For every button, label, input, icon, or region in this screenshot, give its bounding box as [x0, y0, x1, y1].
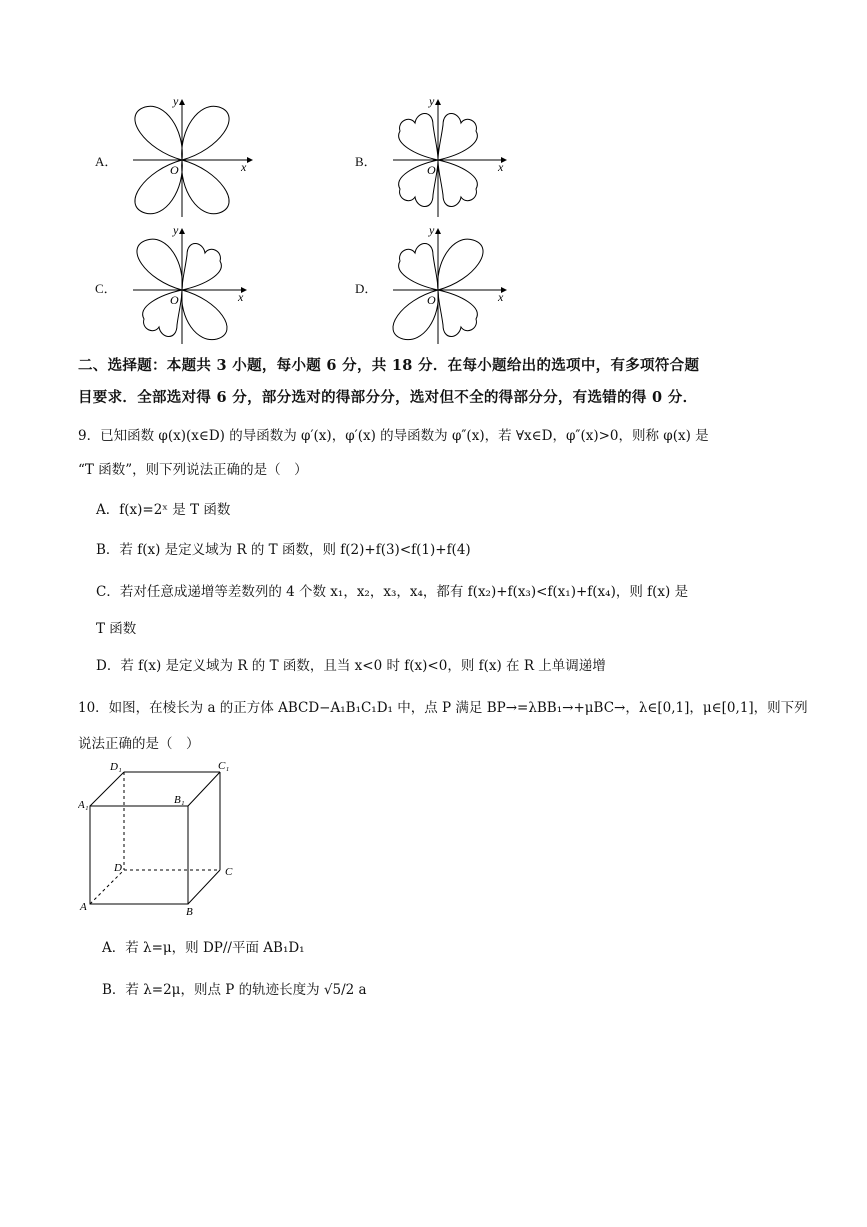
- option-C-graph: [95, 222, 265, 347]
- x-axis-label: x: [238, 290, 244, 304]
- origin-label: O: [427, 293, 436, 307]
- q9-option-C-line1: C．若对任意成递增等差数列的 4 个数 x₁，x₂，x₃，x₄，都有 f(x₂)+f(x₃)<f(x₁)+f(x₄)，则 f(x) 是: [96, 584, 689, 600]
- y-axis-label: y: [173, 95, 179, 108]
- cube-label-D1: D₁: [110, 761, 122, 773]
- y-axis-label: y: [429, 95, 435, 108]
- option-A-label: A．: [95, 154, 118, 169]
- option-D-label: D．: [355, 281, 378, 296]
- cube-label-C1: C₁: [218, 760, 230, 772]
- clover-mixed-graph-c: [95, 222, 265, 347]
- x-axis-label: x: [241, 160, 247, 174]
- y-axis-label: y: [173, 223, 179, 237]
- cube-diagram: [78, 758, 258, 918]
- q9-option-A: A．f(x)=2ˣ 是 T 函数: [96, 502, 231, 518]
- q9-option-C-line2: T 函数: [96, 621, 137, 637]
- origin-label: O: [427, 163, 436, 177]
- section-2-header-line1: 二、选择题：本题共 3 小题，每小题 6 分，共 18 分．在每小题给出的选项中，有多项符合题: [78, 357, 700, 374]
- cube-label-C: C: [225, 866, 233, 878]
- clover-heart-graph: [355, 95, 525, 220]
- cube-label-B1: B₁: [174, 794, 185, 806]
- q10-stem-line1: 10．如图，在棱长为 a 的正方体 ABCD−A₁B₁C₁D₁ 中，点 P 满足 BP→=λBB₁→+μBC→，λ∈[0,1]，μ∈[0,1]，则下列: [78, 700, 808, 716]
- q10-stem-line2: 说法正确的是（ ）: [78, 736, 200, 752]
- cube-label-A: A: [80, 901, 87, 913]
- cube-label-B: B: [186, 906, 193, 918]
- option-C-label: C．: [95, 281, 117, 296]
- y-axis-label: y: [429, 223, 435, 237]
- cube-label-D: D: [114, 862, 122, 874]
- section-2-header-line2: 目要求．全部选对得 6 分，部分选对的得部分分，选对但不全的得部分分，有选错的得 0 分．: [78, 389, 698, 406]
- cube-label-A1: A₁: [78, 799, 89, 811]
- option-B-graph: [355, 95, 525, 220]
- q9-stem-line1: 9．已知函数 φ(x)(x∈D) 的导函数为 φ′(x)，φ′(x) 的导函数为 φ″(x)，若 ∀x∈D，φ″(x)>0，则称 φ(x) 是: [78, 428, 709, 444]
- x-axis-label: x: [498, 160, 504, 174]
- x-axis-label: x: [498, 290, 504, 304]
- option-A-graph: [95, 95, 265, 220]
- clover-plain-graph: [95, 95, 265, 220]
- q10-option-A: A．若 λ=μ，则 DP//平面 AB₁D₁: [102, 940, 305, 956]
- option-B-label: B．: [355, 154, 377, 169]
- origin-label: O: [170, 163, 179, 177]
- option-D-graph: [355, 222, 525, 347]
- q10-option-B: B．若 λ=2μ，则点 P 的轨迹长度为 √5/2 a: [102, 982, 367, 998]
- q9-stem-line2: “T 函数”，则下列说法正确的是（ ）: [78, 462, 308, 478]
- question-10: [78, 696, 838, 1006]
- q9-option-D: D．若 f(x) 是定义域为 R 的 T 函数，且当 x<0 时 f(x)<0，则 f(x) 在 R 上单调递增: [96, 658, 606, 674]
- q9-option-B: B．若 f(x) 是定义域为 R 的 T 函数，则 f(2)+f(3)<f(1)+f(4): [96, 542, 471, 558]
- origin-label: O: [170, 293, 179, 307]
- clover-mixed-graph-d: [355, 222, 525, 347]
- question-9: [78, 424, 838, 674]
